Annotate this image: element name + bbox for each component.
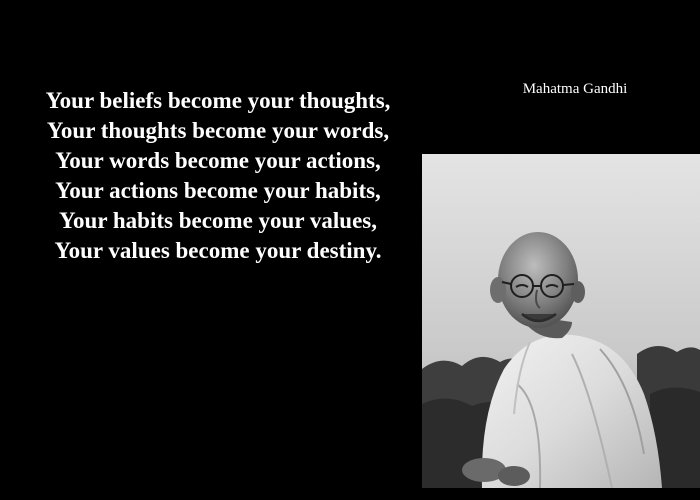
ear [490, 277, 506, 303]
author-name: Mahatma Gandhi [522, 81, 628, 97]
portrait-photo [422, 154, 700, 488]
quote-line: Your habits become your values, [59, 208, 377, 233]
quote-line: Your words become your actions, [55, 148, 381, 173]
head [498, 232, 578, 328]
portrait-illustration [422, 154, 700, 488]
quote-line: Your beliefs become your thoughts, [45, 88, 391, 113]
hand [498, 466, 530, 486]
quote-text [20, 86, 416, 266]
quote-line: Your thoughts become your words, [46, 118, 390, 143]
quote-line: Your actions become your habits, [55, 178, 381, 203]
quote-line: Your values become your destiny. [54, 238, 382, 263]
